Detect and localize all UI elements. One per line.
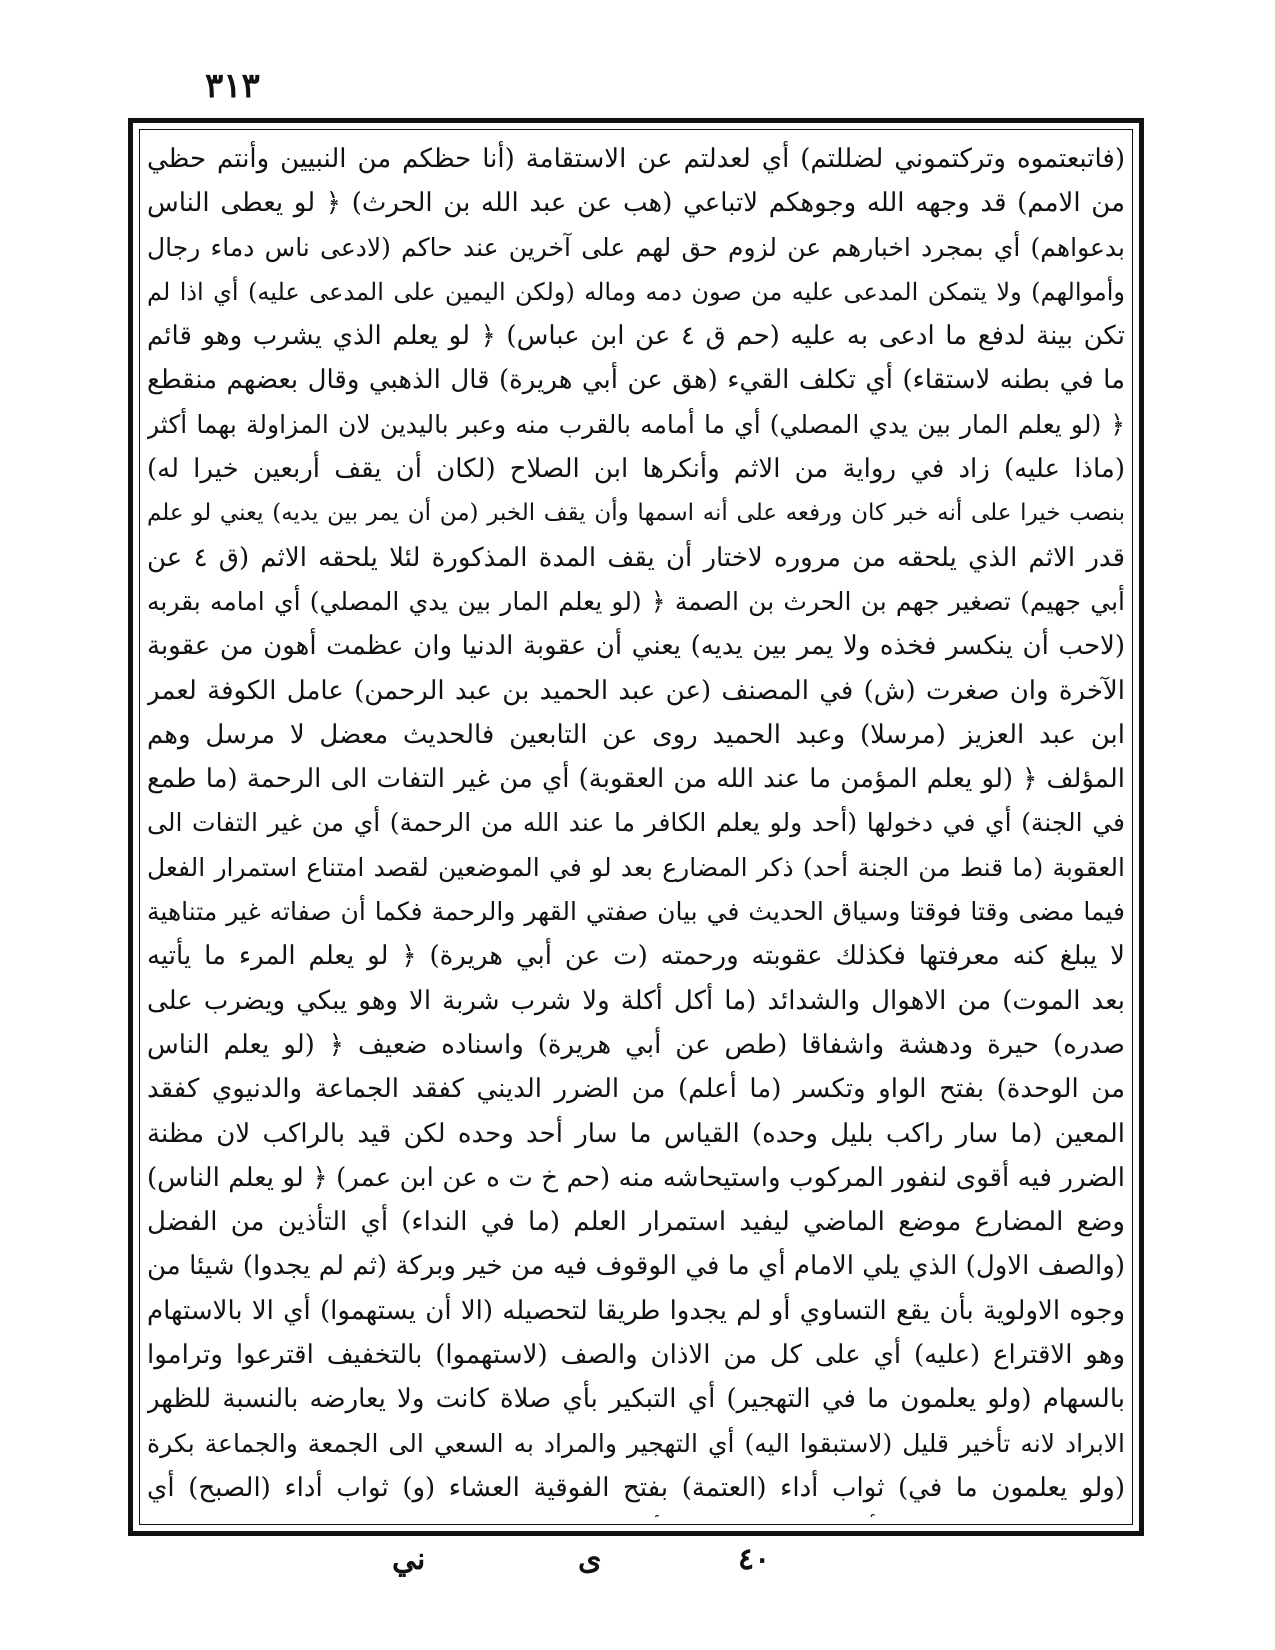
footer-mark: ى — [578, 1542, 602, 1577]
text-line: بعد الموت) من الاهوال والشدائد (ما أكل أكلة ولا شرب شربة الا وهو يبكي ويضرب على — [147, 985, 1125, 1016]
text-line: العقوبة (ما قنط من الجنة أحد) ذكر المضارع بعد لو في الموضعين لقصد امتناع استمرار الفعل — [147, 852, 1125, 882]
text-line: (والصف الاول) الذي يلي الامام أي ما في الوقوف فيه من خير وبركة (ثم لم يجدوا) شيئا من — [147, 1251, 1125, 1282]
text-line: المعين (ما سار راكب بليل وحده) القياس ما سار أحد وحده لكن قيد بالراكب لان مظنة — [147, 1118, 1125, 1149]
text-line: ﴿ (لو يعلم المار بين يدي المصلي) أي ما أمامه بالقرب منه وعبر باليدين لان المزاولة بهما أكثر — [147, 409, 1125, 439]
text-line: (ولو يعلمون ما في) ثواب أداء (العتمة) بفتح الفوقية العشاء (و) ثواب أداء (الصبح) أي — [147, 1472, 1125, 1503]
text-line: (فاتبعتموه وتركتموني لضللتم) أي لعدلتم عن الاستقامة (أنا حظكم من النبيين وأنتم حظي — [147, 144, 1125, 174]
text-line: بنصب خيرا على أنه خبر كان ورفعه على أنه اسمها وأن يقف الخبر (من أن يمر بين يديه) يعني لو علم — [147, 500, 1125, 527]
text-line: من الوحدة) بفتح الواو وتكسر (ما أعلم) من الضرر الديني كفقد الجماعة والدنيوي كفقد — [147, 1074, 1125, 1105]
text-line: الابراد لانه تأخير قليل (لاستبقوا اليه) أي التهجير والمراد به السعي الى الجمعة والجماعة بكرة — [147, 1428, 1125, 1458]
text-line: صدره) حيرة ودهشة واشفاقا (طص عن أبي هريرة) واسناده ضعيف ﴿ (لو يعلم الناس — [147, 1029, 1125, 1060]
text-line: بدعواهم) أي بمجرد اخبارهم عن لزوم حق لهم على آخرين عند حاكم (لادعى ناس دماء رجال — [147, 232, 1125, 262]
text-line — [147, 1510, 1125, 1517]
text-line: فيما مضى وقتا فوقتا وسياق الحديث في بيان صفتي القهر والرحمة فكما أن صفاته غير متناهية — [147, 897, 1125, 927]
text-line: المؤلف ﴿ (لو يعلم المؤمن ما عند الله من العقوبة) أي من غير التفات الى الرحمة (ما طمع — [147, 764, 1125, 795]
text-line: بالسهام (ولو يعلمون ما في التهجير) أي التبكير بأي صلاة كانت ولا يعارضه بالنسبة للظهر — [147, 1384, 1125, 1415]
text-line: (ماذا عليه) زاد في رواية من الاثم وأنكرها ابن الصلاح (لكان أن يقف أربعين خيرا له) — [147, 454, 1125, 485]
text-line: ابن عبد العزيز (مرسلا) وعبد الحميد روى عن التابعين فالحديث معضل لا مرسل وهم — [147, 719, 1125, 750]
text-line: أبي جهيم) تصغير جهم بن الحرث بن الصمة ﴿ (لو يعلم المار بين يدي المصلي) أي امامه بقربه — [147, 586, 1125, 616]
page-number: ٣١٣ — [205, 66, 260, 106]
page-frame — [128, 118, 1144, 1536]
text-line: وأموالهم) ولا يتمكن المدعى عليه من صون دمه وماله (ولكن اليمين على المدعى عليه) أي اذا لم — [147, 277, 1125, 306]
text-line: الضرر فيه أقوى لنفور المركوب واستيحاشه منه (حم خ ت ه عن ابن عمر) ﴿ لو يعلم الناس) — [147, 1162, 1125, 1193]
footer-mark: ني — [392, 1542, 426, 1577]
text-body — [147, 137, 1125, 1517]
text-line: وهو الاقتراع (عليه) أي على كل من الاذان والصف (لاستهموا) بالتخفيف اقترعوا وتراموا — [147, 1340, 1125, 1371]
text-line: (لاحب أن ينكسر فخذه ولا يمر بين يديه) يعني أن عقوبة الدنيا وان عظمت أهون من عقوبة — [147, 631, 1125, 662]
text-line: الآخرة وان صغرت (ش) في المصنف (عن عبد الحميد بن عبد الرحمن) عامل الكوفة لعمر — [147, 675, 1125, 706]
text-line: في الجنة) أي في دخولها (أحد ولو يعلم الكافر ما عند الله من الرحمة) أي من غير التفات الى — [147, 808, 1125, 838]
text-line: تكن بينة لدفع ما ادعى به عليه (حم ق ٤ عن ابن عباس) ﴿ لو يعلم الذي يشرب وهو قائم — [147, 321, 1125, 352]
text-line: من الامم) قد وجهه الله وجوهكم لاتباعي (هب عن عبد الله بن الحرث) ﴿ لو يعطى الناس — [147, 188, 1125, 219]
text-line: وضع المضارع موضع الماضي ليفيد استمرار العلم (ما في النداء) أي التأذين من الفضل — [147, 1207, 1125, 1238]
text-line: قدر الاثم الذي يلحقه من مروره لاختار أن يقف المدة المذكورة لئلا يلحقه الاثم (ق ٤ عن — [147, 542, 1125, 573]
footer-signature-marks — [0, 1542, 1275, 1582]
footer-mark: ٤٠ — [738, 1542, 771, 1577]
text-line: ما في بطنه لاستقاء) أي تكلف القيء (هق عن أبي هريرة) قال الذهبي وقال بعضهم منقطع — [147, 365, 1125, 396]
text-line: لا يبلغ كنه معرفتها فكذلك عقوبته ورحمته (ت عن أبي هريرة) ﴿ لو يعلم المرء ما يأتيه — [147, 941, 1125, 972]
text-line: وجوه الاولوية بأن يقع التساوي أو لم يجدوا طريقا لتحصيله (الا أن يستهموا) أي الا بالاستهام — [147, 1295, 1125, 1326]
